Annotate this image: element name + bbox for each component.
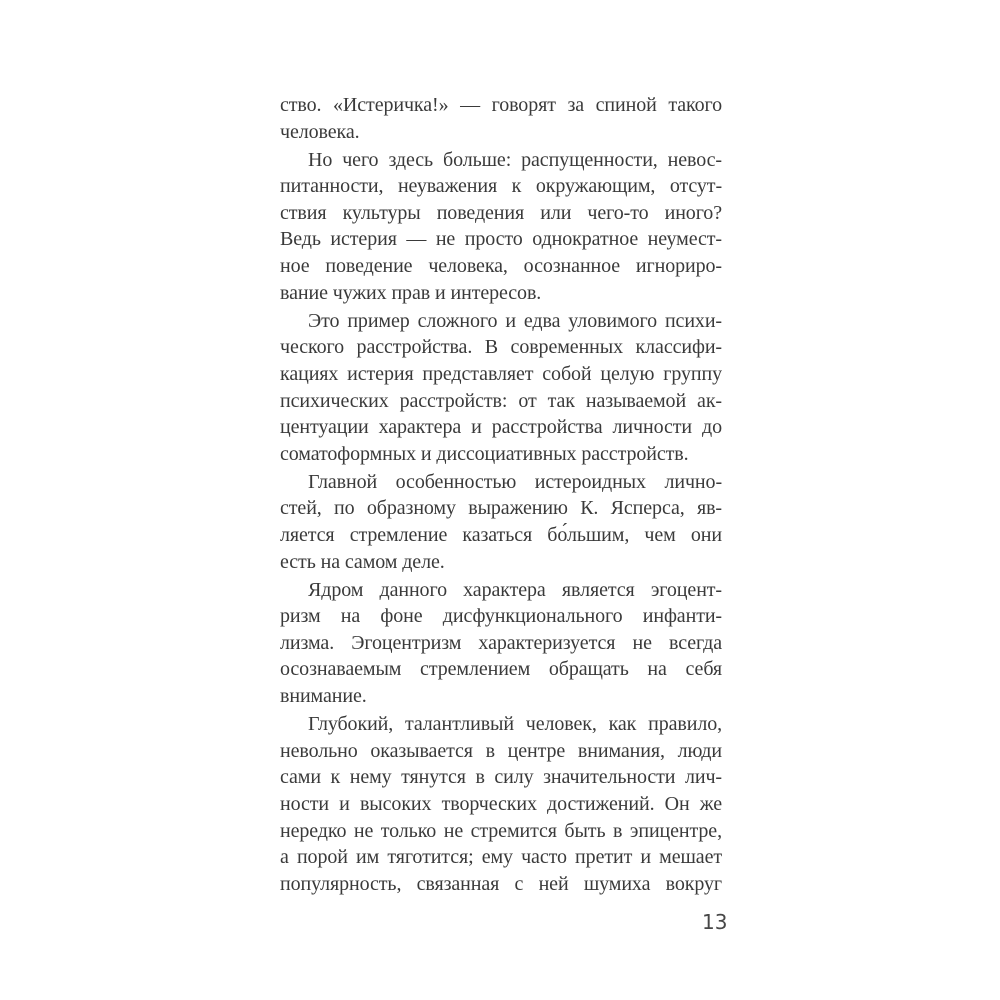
text-line: Ядром данного характера является эгоцент- xyxy=(308,578,722,601)
text-line: Главной особенностью истероидных лично- xyxy=(308,470,722,493)
text-line: нередко не только не стремится быть в эпицентре, xyxy=(280,819,722,842)
text-line: Ведь истерия — не просто однократное неумест- xyxy=(280,228,722,251)
text-line: человека. xyxy=(280,120,360,143)
text-line: ное поведение человека, осознанное игнориро- xyxy=(280,255,722,278)
text-line: центуации характера и расстройства личности до xyxy=(280,416,722,439)
text-line: ческого расстройства. В современных классифи- xyxy=(280,336,722,359)
text-line: ство. «Истеричка!» — говорят за спиной такого xyxy=(280,94,722,116)
paragraph xyxy=(280,711,722,897)
paragraph xyxy=(280,308,722,468)
text-line: ляется стремление казаться бо́льшим, чем они xyxy=(280,524,722,546)
paragraph xyxy=(280,469,722,575)
page-number: 13 xyxy=(702,910,728,934)
text-line: Но чего здесь больше: распущенности, невос- xyxy=(308,148,722,171)
text-line: кациях истерия представляет собой целую группу xyxy=(280,362,722,385)
text-line: есть на самом деле. xyxy=(280,550,445,573)
text-line: лизма. Эгоцентризм характеризуется не всегда xyxy=(280,631,722,654)
paragraph xyxy=(280,147,722,307)
text-line: психических расстройств: от так называемой ак- xyxy=(280,389,722,412)
paragraph xyxy=(280,577,722,710)
text-line: ризм на фоне дисфункционального инфанти- xyxy=(280,605,722,628)
body-text-column xyxy=(280,92,722,897)
text-line: невольно оказывается в центре внимания, люди xyxy=(280,739,722,762)
text-line: а порой им тяготится; ему часто претит и мешает xyxy=(280,846,722,869)
text-line: соматоформных и диссоциативных расстройств. xyxy=(280,442,689,465)
text-line: ности и высоких творческих достижений. Он же xyxy=(280,792,722,815)
text-line: сами к нему тянутся в силу значительности лич- xyxy=(280,766,722,789)
text-line: питанности, неуважения к окружающим, отсут- xyxy=(280,175,722,198)
text-line: Глубокий, талантливый человек, как правило, xyxy=(308,713,722,736)
text-line: стей, по образному выражению К. Ясперса, яв- xyxy=(280,497,722,520)
text-line: популярность, связанная с ней шумиха вокруг xyxy=(280,872,722,895)
text-line: Это пример сложного и едва уловимого психи- xyxy=(308,309,722,332)
text-line: внимание. xyxy=(280,685,367,708)
text-line: ствия культуры поведения или чего-то иного? xyxy=(280,201,722,224)
text-line: осознаваемым стремлением обращать на себя xyxy=(280,658,722,681)
paragraph xyxy=(280,92,722,145)
text-line: вание чужих прав и интересов. xyxy=(280,281,542,304)
